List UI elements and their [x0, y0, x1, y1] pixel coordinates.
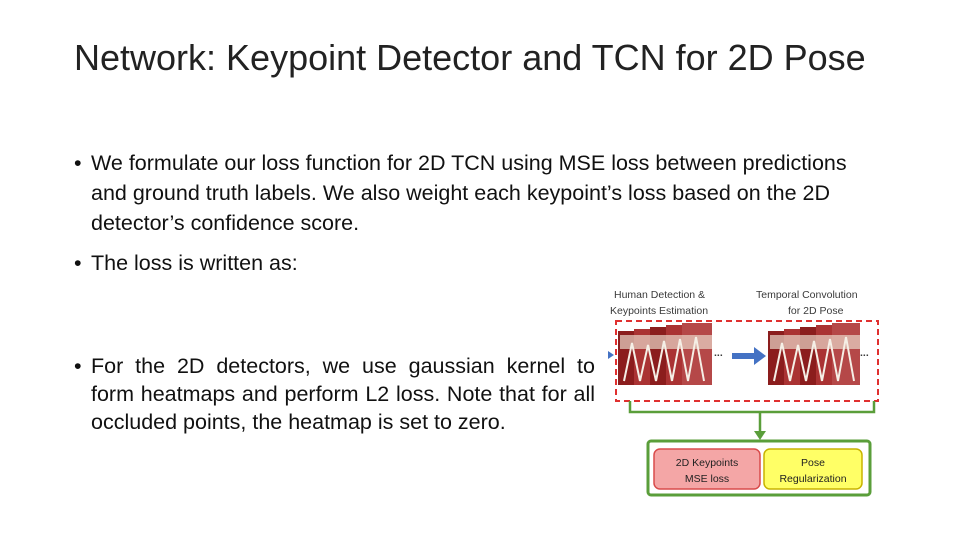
process-arrow-icon — [754, 347, 766, 365]
green-connector — [630, 401, 874, 412]
bullet-2d-detectors: • For the 2D detectors, we use gaussian kernel to form heatmaps and perform L2 loss. Note that for all occluded points, the heatmap is set to zero. — [74, 352, 595, 436]
entry-arrow-icon — [608, 351, 614, 359]
loss-box-line1: 2D Keypoints — [675, 457, 739, 469]
bullet-loss-function: • We formulate our loss function for 2D TCN using MSE loss between predictions and ground truth labels. We also weight each keypoint’s loss based on the 2D detector’s confidence score. — [74, 148, 874, 238]
down-arrow-icon — [754, 431, 766, 440]
left-frame-stack — [618, 323, 712, 385]
pipeline-figure — [602, 283, 884, 499]
process-arrow-shaft — [732, 353, 754, 359]
right-frame-stack — [768, 323, 860, 385]
loss-box-line2: MSE loss — [684, 473, 730, 485]
reg-box-line2: Regularization — [779, 473, 847, 485]
left-ellipsis: ... — [714, 347, 723, 359]
right-header-line2: for 2D Pose — [788, 305, 844, 317]
slide-title: Network: Keypoint Detector and TCN for 2D Pose — [74, 37, 866, 78]
right-header-line1: Temporal Convolution — [756, 289, 858, 301]
right-ellipsis: ... — [860, 347, 869, 359]
left-header-line1: Human Detection & — [614, 289, 706, 301]
bullet-loss-written: • The loss is written as: — [74, 248, 874, 278]
pipeline-diagram — [602, 283, 884, 499]
reg-box-line1: Pose — [801, 457, 825, 469]
left-header-line2: Keypoints Estimation — [610, 305, 709, 317]
bullet-list — [74, 148, 874, 288]
